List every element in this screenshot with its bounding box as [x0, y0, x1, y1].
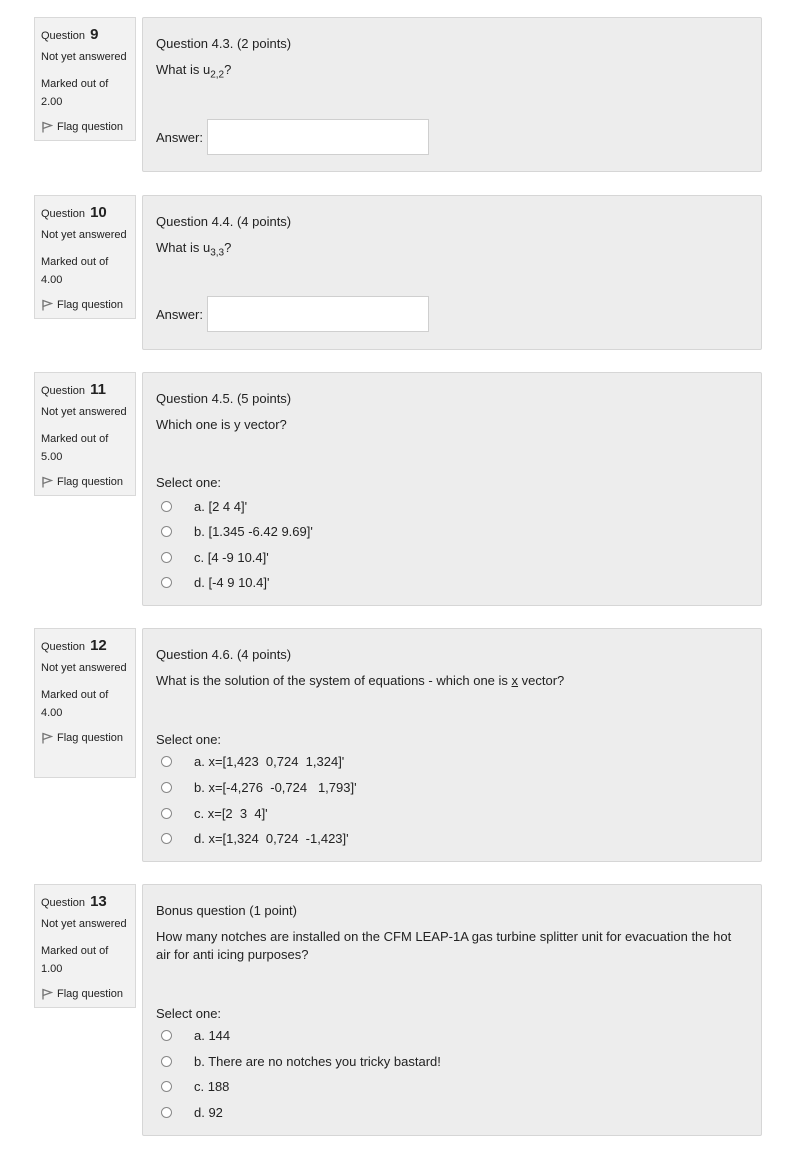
question-number: Question 13 — [41, 893, 107, 910]
question-info — [34, 628, 136, 778]
radio-button[interactable] — [161, 1056, 172, 1067]
question-text: Which one is y vector? — [156, 417, 287, 432]
marked-out-of: Marked out of 1.00 — [41, 945, 109, 975]
question-number: Question 10 — [41, 204, 107, 221]
option-d[interactable]: d. x=[1,324 0,724 -1,423]' — [161, 831, 349, 846]
marked-out-of: Marked out of 4.00 — [41, 256, 109, 286]
answer-row — [156, 119, 429, 155]
option-b[interactable]: b. There are no notches you tricky bastard! — [161, 1054, 441, 1069]
question-status: Not yet answered — [41, 918, 127, 930]
question-content — [142, 372, 762, 606]
option-c[interactable]: c. x=[2 3 4]' — [161, 806, 268, 821]
question-status: Not yet answered — [41, 662, 127, 674]
question-status: Not yet answered — [41, 51, 127, 63]
radio-button[interactable] — [161, 1107, 172, 1118]
question-title: Question 4.4. (4 points) — [156, 214, 292, 229]
question-number: Question 12 — [41, 637, 107, 654]
question-status: Not yet answered — [41, 229, 127, 241]
flag-icon — [41, 732, 53, 744]
question-info — [34, 372, 136, 496]
option-a[interactable]: a. [2 4 4]' — [161, 499, 247, 514]
question-text: What is $u_{3,3}$? — [156, 240, 232, 259]
question-text: What is $u_{2,2}$? — [156, 62, 232, 81]
question-number: Question 11 — [41, 381, 106, 398]
select-one-label: Select one: — [156, 732, 222, 747]
option-b[interactable]: b. [1.345 -6.42 9.69]' — [161, 524, 313, 539]
select-one-label: Select one: — [156, 1006, 222, 1021]
option-c[interactable]: c. [4 -9 10.4]' — [161, 550, 269, 565]
question-content — [142, 884, 762, 1136]
question-content — [142, 195, 762, 350]
answer-input[interactable] — [207, 296, 429, 332]
flag-question-button[interactable]: Flag question — [41, 988, 129, 1000]
question-title: Question 4.6. (4 points) — [156, 647, 292, 662]
question-info — [34, 195, 136, 319]
flag-question-button[interactable]: Flag question — [41, 121, 129, 133]
answer-label: Answer: — [156, 129, 203, 145]
question-content — [142, 628, 762, 862]
question-info — [34, 884, 136, 1008]
question-text: How many notches are installed on the CFM LEAP-1A gas turbine splitter unit for evacuation the hot air for anti icing purposes? — [156, 929, 732, 962]
flag-question-button[interactable]: Flag question — [41, 476, 129, 488]
answer-input[interactable] — [207, 119, 429, 155]
option-a[interactable]: a. x=[1,423 0,724 1,324]' — [161, 754, 344, 769]
radio-button[interactable] — [161, 501, 172, 512]
question-info — [34, 17, 136, 141]
option-a[interactable]: a. 144 — [161, 1028, 230, 1043]
marked-out-of: Marked out of 5.00 — [41, 433, 109, 463]
radio-button[interactable] — [161, 526, 172, 537]
radio-button[interactable] — [161, 782, 172, 793]
option-b[interactable]: b. x=[-4,276 -0,724 1,793]' — [161, 780, 357, 795]
option-d[interactable]: d. [-4 9 10.4]' — [161, 575, 269, 590]
radio-button[interactable] — [161, 1081, 172, 1092]
flag-question-button[interactable]: Flag question — [41, 732, 129, 744]
question-title: Question 4.5. (5 points) — [156, 391, 292, 406]
question-title: Bonus question (1 point) — [156, 903, 297, 918]
marked-out-of: Marked out of 2.00 — [41, 78, 109, 108]
question-number: Question 9 — [41, 26, 99, 43]
option-c[interactable]: c. 188 — [161, 1079, 229, 1094]
answer-row — [156, 296, 429, 332]
flag-icon — [41, 299, 53, 311]
flag-icon — [41, 988, 53, 1000]
answer-label: Answer: — [156, 306, 203, 322]
option-d[interactable]: d. 92 — [161, 1105, 223, 1120]
flag-icon — [41, 121, 53, 133]
radio-button[interactable] — [161, 833, 172, 844]
marked-out-of: Marked out of 4.00 — [41, 689, 109, 719]
radio-button[interactable] — [161, 808, 172, 819]
question-content — [142, 17, 762, 172]
flag-icon — [41, 476, 53, 488]
question-text: What is the solution of the system of equations - which one is x vector? — [156, 673, 565, 688]
flag-question-button[interactable]: Flag question — [41, 299, 129, 311]
radio-button[interactable] — [161, 552, 172, 563]
radio-button[interactable] — [161, 1030, 172, 1041]
radio-button[interactable] — [161, 756, 172, 767]
select-one-label: Select one: — [156, 475, 222, 490]
question-title: Question 4.3. (2 points) — [156, 36, 292, 51]
question-status: Not yet answered — [41, 406, 127, 418]
radio-button[interactable] — [161, 577, 172, 588]
